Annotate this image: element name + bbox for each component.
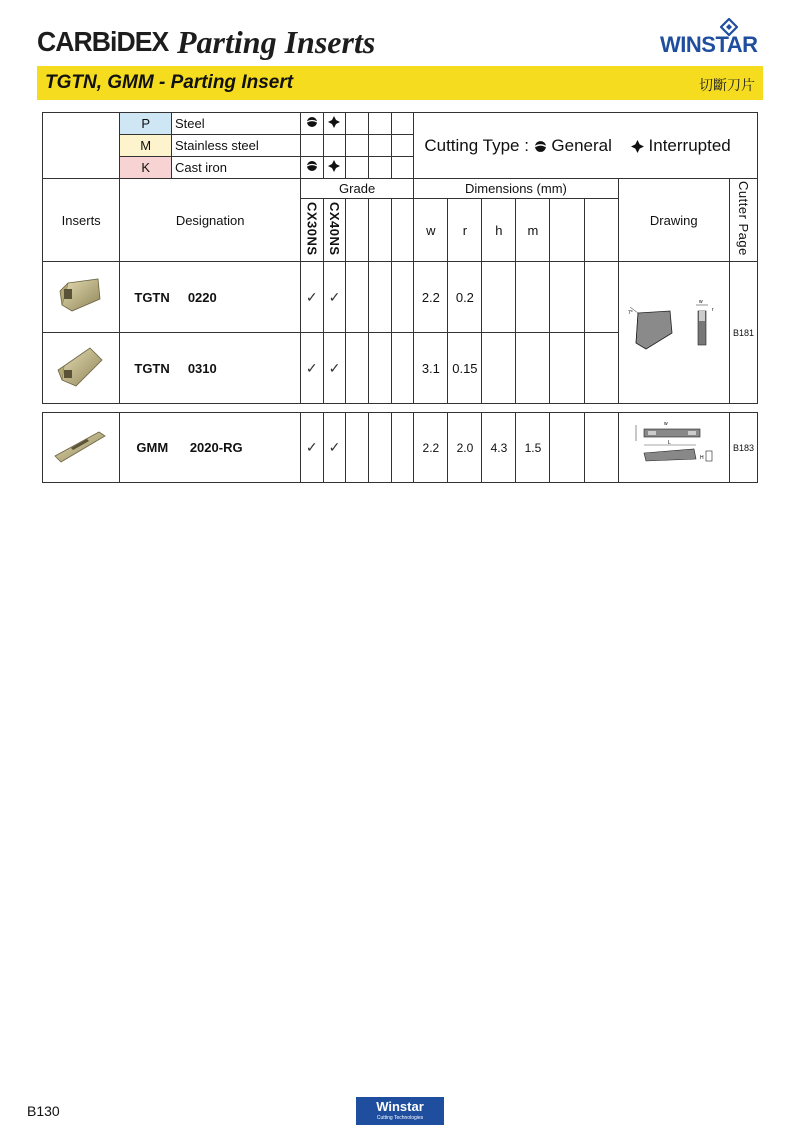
grade-check-cx30: ✓ [300, 333, 323, 404]
footer-logo-text: Winstar [376, 1099, 424, 1114]
col-dim-w: w [414, 199, 448, 262]
grade-check-cx30: ✓ [300, 413, 323, 483]
interrupted-cutting-icon [323, 113, 346, 135]
gmm-insert-table [42, 412, 758, 483]
dim-r: 2.0 [448, 413, 482, 483]
designation-tgtn-0310 [120, 333, 301, 404]
designation-code: 2020-RG [189, 440, 243, 455]
col-dimensions: Dimensions (mm) [414, 179, 618, 199]
col-designation: Designation [120, 179, 301, 262]
interrupted-cutting-icon [631, 140, 644, 153]
designation-tgtn-0220 [120, 262, 301, 333]
gmm-technical-drawing [624, 415, 724, 477]
page-number: B130 [27, 1103, 60, 1119]
legend-general: General [551, 135, 612, 155]
legend-prefix: Cutting Type : [424, 135, 529, 155]
table-row [43, 262, 758, 333]
winstar-logo [660, 18, 764, 58]
col-grade-cx30ns [300, 199, 323, 262]
grade-check-cx40: ✓ [323, 413, 346, 483]
general-cutting-icon [300, 113, 323, 135]
insert-image [43, 262, 120, 333]
page-title: Parting Inserts [177, 24, 376, 60]
drawing-h-label: H [699, 455, 704, 461]
material-name-stainless: Stainless steel [171, 135, 300, 157]
section-band [37, 66, 763, 100]
designation-type: GMM [136, 440, 169, 455]
grade-check-cx40: ✓ [323, 333, 346, 404]
brand-logo: CARBiDEX [37, 26, 169, 57]
tgtn-drawing [618, 262, 729, 404]
drawing-angle-label: 7° [627, 310, 633, 316]
insert-image [43, 413, 120, 483]
table-row [43, 413, 758, 483]
dim-h: 4.3 [482, 413, 516, 483]
drawing-w-label: w [663, 421, 668, 427]
col-drawing: Drawing [618, 179, 729, 262]
drawing-l-label: L [667, 440, 671, 446]
grade-check-cx30: ✓ [300, 262, 323, 333]
col-cutter-page [729, 179, 757, 262]
material-letter-k: K [120, 157, 172, 179]
general-cutting-icon [534, 140, 547, 153]
designation-type: TGTN [134, 360, 170, 376]
gmm-insert-image [51, 426, 111, 466]
blank-corner [43, 113, 120, 179]
cutter-page-b183[interactable]: B183 [729, 413, 757, 483]
grade-cx40ns-label: CX40NS [326, 201, 342, 256]
col-grade-cx40ns [323, 199, 346, 262]
section-title: TGTN, GMM - Parting Insert [45, 72, 294, 93]
gmm-drawing [618, 413, 729, 483]
drawing-r-label: r [711, 307, 714, 313]
winstar-logo-text: WINSTAR [660, 32, 758, 57]
drawing-w-label: w [698, 299, 703, 305]
col-dim-r: r [448, 199, 482, 262]
material-letter-p: P [120, 113, 172, 135]
dim-r: 0.15 [448, 333, 482, 404]
footer-tagline: Cutting Technologies [376, 1115, 424, 1121]
material-name-steel: Steel [171, 113, 300, 135]
designation-gmm-2020-rg [120, 413, 301, 483]
tgtn-insert-image [54, 344, 108, 390]
material-letter-m: M [120, 135, 172, 157]
legend-interrupted: Interrupted [648, 135, 731, 155]
col-grade: Grade [300, 179, 413, 199]
designation-type: TGTN [134, 289, 170, 305]
dim-w: 2.2 [414, 262, 448, 333]
parting-insert-table [42, 112, 758, 404]
section-title-cn: 切斷刀片 [699, 78, 755, 94]
dim-w: 3.1 [414, 333, 448, 404]
designation-code: 0220 [187, 289, 217, 305]
footer-logo [356, 1097, 444, 1125]
dim-r: 0.2 [448, 262, 482, 333]
col-inserts: Inserts [43, 179, 120, 262]
general-cutting-icon [300, 157, 323, 179]
dim-w: 2.2 [414, 413, 448, 483]
cutting-type-legend [414, 113, 758, 179]
insert-image [43, 333, 120, 404]
col-cutter-page-label: Cutter Page [735, 181, 751, 256]
material-name-cast-iron: Cast iron [171, 157, 300, 179]
interrupted-cutting-icon [323, 157, 346, 179]
tgtn-insert-image [54, 275, 108, 317]
col-dim-m: m [516, 199, 550, 262]
grade-check-cx40: ✓ [323, 262, 346, 333]
cutter-page-b181[interactable]: B181 [729, 262, 757, 404]
grade-cx30ns-label: CX30NS [304, 201, 320, 256]
dim-m: 1.5 [516, 413, 550, 483]
tgtn-technical-drawing [624, 291, 724, 371]
designation-code: 0310 [187, 360, 217, 376]
col-dim-h: h [482, 199, 516, 262]
